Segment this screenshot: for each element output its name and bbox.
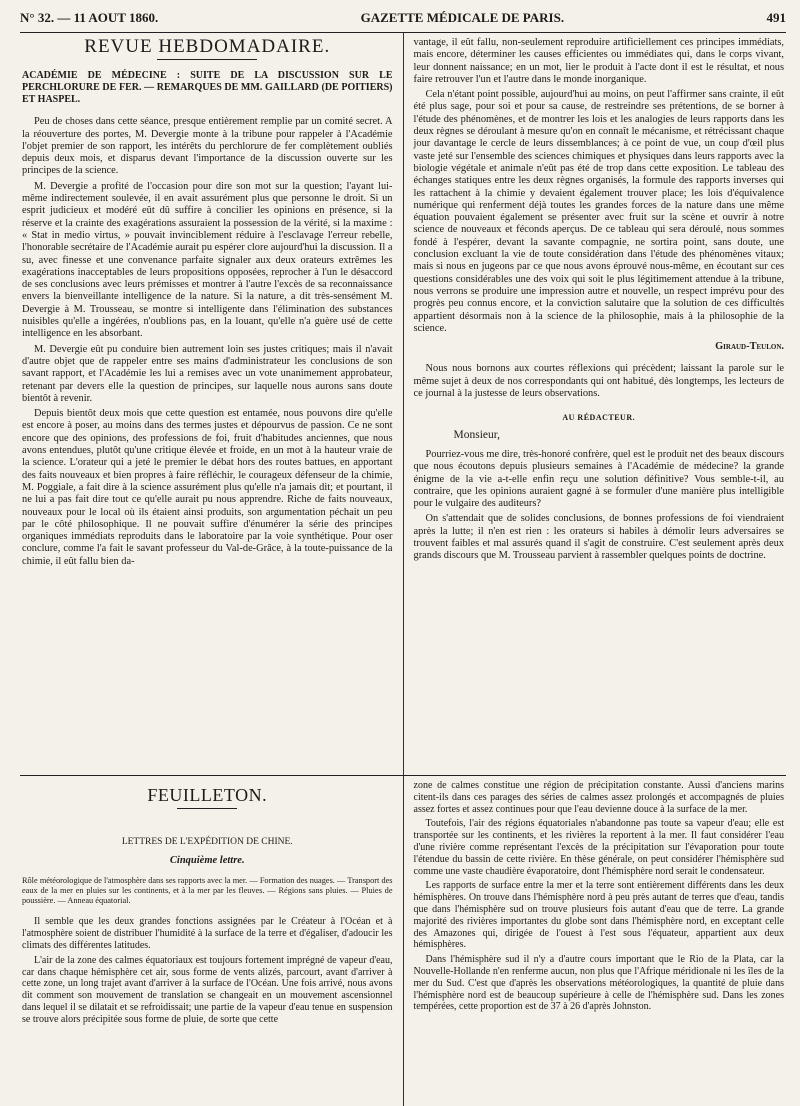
series-title: LETTRES DE L'EXPÉDITION DE CHINE. [121,836,293,847]
title-rule [157,59,257,60]
revue-paragraph: Cela n'étant point possible, aujourd'hui au moins, on peut l'affirmer sans crainte, il eût été plus sage, pour soi et pour sa cause, de restreindre ses prétentions, de se borner à l'étude des phénomènes, et de montrer les lois et les analogies de leurs rapports dans les deux règnes se déroulant à mesure qu'on en connaît le mécanisme, et rétrécissant chaque jour davantage le cercle de leurs dissemblances; à ce point de vue, un coup d'œil plus vaste jeté sur l'ensemble des sciences chimiques et physiques dans leurs rapports avec la biologie végétale et animale n'eût pas été de trop dans cette exposition. Le tableau des échanges statiques entre les deux règnes organisés, la formule des rapports inverses qui les rattachent à la chimie y devaient également trouver place; les lois d'équivalence numérique qui renferment déjà toutes les grandes forces de la nature dans une même équation pouvaient également se présenter avec fruit sur la scène et ouvrir à notre science de nouveaux et féconds aperçus. De ce tableau qui sera déroulé, nous sommes fondé à l'espérer, devant la savante compagnie, ne sortira point, sans doute, une conclusion excluant la vie de toute considération dans l'étude des phénomènes vitaux; mais si nous en jugeons par ce que nous avons éprouvé nous-même, en écoutant sur ces questions considérables une des voix qui soit le plus légitimement attendue à la tribune, nous verrons se produire une impression autre et nouvelle, un respect imprévu pour des progrès peu connus encore, et la conviction salutaire que la solution de ces difficultés appartient désormais non à la science de la philosophie, mais à la philosophie de la science. [413,89,784,334]
letter-paragraph: Pourriez-vous me dire, très-honoré confrère, quel est le produit net des beaux discours que nous écoutons depuis plusieurs semaines à l'Académie de médecine? la grande énigme de la vie a-t-elle enfin reçu une solution définitive? Vous semble-t-il, au contraire, que les opinions auraient gagné à se formuler d'une manière plus intelligible pour le vulgaire des auditeurs? [413,448,784,510]
feuilleton-section [20,776,786,1106]
feuilleton-paragraph: L'air de la zone des calmes équatoriaux est toujours fortement imprégné de vapeur d'eau, car dans chaque hémisphère cet air, sous forme de vents alizés, parcourt, avant d'arriver à cette zone, un long trajet avant d'arriver à la surface de l'Océan. Une fois arrivé, nous avons dit comment son mouvement de translation se changeait en un mouvement ascensionnel dans lequel il se dilatait et se refroidissait; une partie de la vapeur d'eau tenue en suspension se trouve alors précipitée sous forme de pluie, de sorte que cette [22,954,393,1025]
revue-paragraph: Depuis bientôt deux mois que cette question est entamée, nous pouvons dire qu'elle est encore à poser, au moins dans des termes justes et dépourvus de passion. Ce ne sont encore que des opinions, des professions de foi, fruit d'habitudes anciennes, que nous avons entendues, plutôt qu'une critique élevée et froide, en un mot à la hauteur vraie de la science. L'orateur qui a jeté le premier le débat hors des routes battues, en apportant des faits nouveaux et bien propres à faire réfléchir, le courageux défenseur de la chimie, M. Poggiale, a fait dire à la science assurément plus qu'elle n'a jamais dit; et pourtant, il ne lui a pas fait dire tout ce qu'elle aurait pu nous apprendre. Riche de faits nouveaux, nouveaux pour le local où ils étaient ainsi produits, son argumentation péchait un peu par le côté philosophique. Il ne pouvait suffire d'énumérer la série des principes organiques immédiats reproduits dans le laboratoire par la voie synthétique. Pour oser conclure, comme l'a fait le savant professeur du Val-de-Grâce, à la toute-puissance de la chimie, il eût fallu bien da- [22,408,393,567]
revue-section [20,33,786,775]
revue-paragraph: M. Devergie eût pu conduire bien autrement loin ses justes critiques; mais il n'avait d'autre objet que de rappeler entre ses mains d'administrateur les conclusions de son savant rapport, et l'Académie les lui a remises avec un vote unanimement approbateur, retenant par devers elle la question de principes, sur laquelle nous aurons sans doute bientôt à revenir. [22,343,393,404]
author-signature: Giraud-Teulon. [715,341,784,353]
revue-paragraph: vantage, il eût fallu, non-seulement reproduire artificiellement ces principes immédiats, mais encore, déterminer les causes efficientes ou immédiates qui, dans le corps vivant, leur donnent naissance; en un mot, lier le produit à l'acte dont il est le résultat, et nous faire retrouver l'un et l'autre dans le monde inorganique. [413,37,784,85]
feuilleton-right-column [404,776,787,1106]
journal-title: GAZETTE MÉDICALE DE PARIS. [360,10,565,25]
revue-paragraph: Peu de choses dans cette séance, presque entièrement remplie par un comité secret. A la réouverture des portes, M. Devergie monte à la tribune pour rappeler à l'Académie l'objet premier de son rapport, les intérêts du perchlorure de fer complètement oubliés depuis deux mois, et disparus devant l'importance de la discussion ouverte sur les principes de la science. [22,116,393,177]
editor-intro: Nous nous bornons aux courtes réflexions qui précèdent; laissant la parole sur le même sujet à deux de nos correspondants qui ont habitué, dès longtemps, les lecteurs de ce journal à la justesse de leurs observations. [413,363,784,400]
revue-paragraph: M. Devergie a profité de l'occasion pour dire son mot sur la question; l'ayant lui-même indirectement soulevée, il en avait assurément plus que personne le droit. Si un esprit judicieux et modéré eût dû suffire à concilier les opinions en présence, si la réserve et la crainte des exagérations assuraient la possession de la vérité, si la maxime : « Stat in medio virtus, » pouvait invinciblement réduire à l'esclavage l'erreur rebelle, l'honorable secrétaire de l'Académie aurait pu espérer clore aujourd'hui la discussion. Il a su, avec finesse et une convenance parfaite signaler aux deux orateurs extrêmes les exagérations inacceptables de leurs propositions opposées, reprocher à l'un le désaccord de ses conclusions avec leurs prémisses et montrer à l'autre l'excès de sa reconnaissance envers la bienveillante intelligence de la nature. Si la nature, a dit très-sensément M. Devergie à M. Trousseau, se montre si intelligente dans l'élimination des substances nuisibles qu'elle a ingérées, n'oublions pas, en la louant, qu'elle n'a guère usé de cette intelligence en les absorbant. [22,180,393,340]
issue-number: N° 32. — 11 AOUT 1860. [20,10,159,25]
feuilleton-rule [177,808,237,809]
feuilleton-left-column [20,776,404,1106]
feuilleton-paragraph: Dans l'hémisphère sud il n'y a d'autre cours important que le Rio de la Plata, car la Nouvelle-Hollande n'en renferme aucun, non plus que l'Afrique méridionale ni les îles de la mer du Sud. C'est que d'après les observations météorologiques, la quantité de pluie dans l'hémisphère nord est de beaucoup supérieure à celle de l'hémisphère sud. Dans les zones tempérées, cette proportion est de 37 à 26 d'après Johnston. [413,954,784,1013]
feuilleton-paragraph: Il semble que les deux grandes fonctions assignées par le Créateur à l'Océan et à l'atmosphère soient de distribuer l'humidité à la surface de la terre et d'égaliser, d'adoucir les climats des différentes latitudes. [22,916,393,951]
letter-paragraph: On s'attendait que de solides conclusions, de bonnes professions de foi viendraient après la lutte; il n'en est rien : les orateurs si habiles à démolir leurs adversaires se trouvent faibles et mal assurés quand il s'agit de construire. C'est seulement après deux grands discours que M. Trousseau parvient à rassembler quelques points de doctrine. [413,513,784,562]
masthead [20,10,786,33]
feuilleton-paragraph: Toutefois, l'air des régions équatoriales n'abandonne pas toute sa vapeur d'eau; elle est transportée sur les continents, et les rivières la reportent à la mer. Il faut considérer l'eau d'une rivière comme représentant l'excès de la précipitation sur l'évaporation pour toute l'étendue du bassin de cette rivière. En thèse générale, on peut considérer l'hémisphère sud comme une vaste chaudière évaporatoire, dont l'hémisphère nord serait le condensateur. [413,818,784,877]
feuilleton-paragraph: zone de calmes constitue une région de précipitation constante. Aussi d'anciens marins citent-ils dans ces parages des séries de calmes assez prolongés et accompagnés de pluies assez fortes et assez continues pour que l'eau devienne douce à la surface de la mer. [413,780,784,815]
letter-heading: AU RÉDACTEUR. [562,413,636,423]
letter-salutation: Monsieur, [453,428,500,441]
revue-title: REVUE HEBDOMADAIRE. [84,36,331,57]
session-heading: ACADÉMIE DE MÉDECINE : SUITE DE LA DISCUSSION SUR LE PERCHLORURE DE FER. — REMARQUES DE MM. GAILLARD (DE POITIERS) ET HASPEL. [22,70,393,106]
feuilleton-paragraph: Les rapports de surface entre la mer et la terre sont entièrement différents dans les deux hémisphères. On trouve dans l'hémisphère nord à peu près autant de terres que d'eau, tandis que dans l'hémisphère sud on trouve plusieurs fois autant d'eau que de terre. La grande majorité des rivières importantes du globe sont dans l'hémisphère nord, en exceptant celle des Amazones qui, dirigée de l'ouest à l'est sous l'équateur, appartient aux deux hémisphères. [413,880,784,951]
letter-number: Cinquième lettre. [169,854,245,866]
page-number: 491 [766,10,786,25]
letter-summary: Rôle météorologique de l'atmosphère dans ses rapports avec la mer. — Formation des nuages. — Transport des eaux de la mer en pluies sur les continents, et à la mer par les fleuves. — Régions sans pluies. — Pluies de poussière. — Anneau équatorial. [22,876,393,906]
feuilleton-title: FEUILLETON. [147,785,268,805]
revue-left-column [20,33,404,775]
revue-right-column [404,33,787,775]
